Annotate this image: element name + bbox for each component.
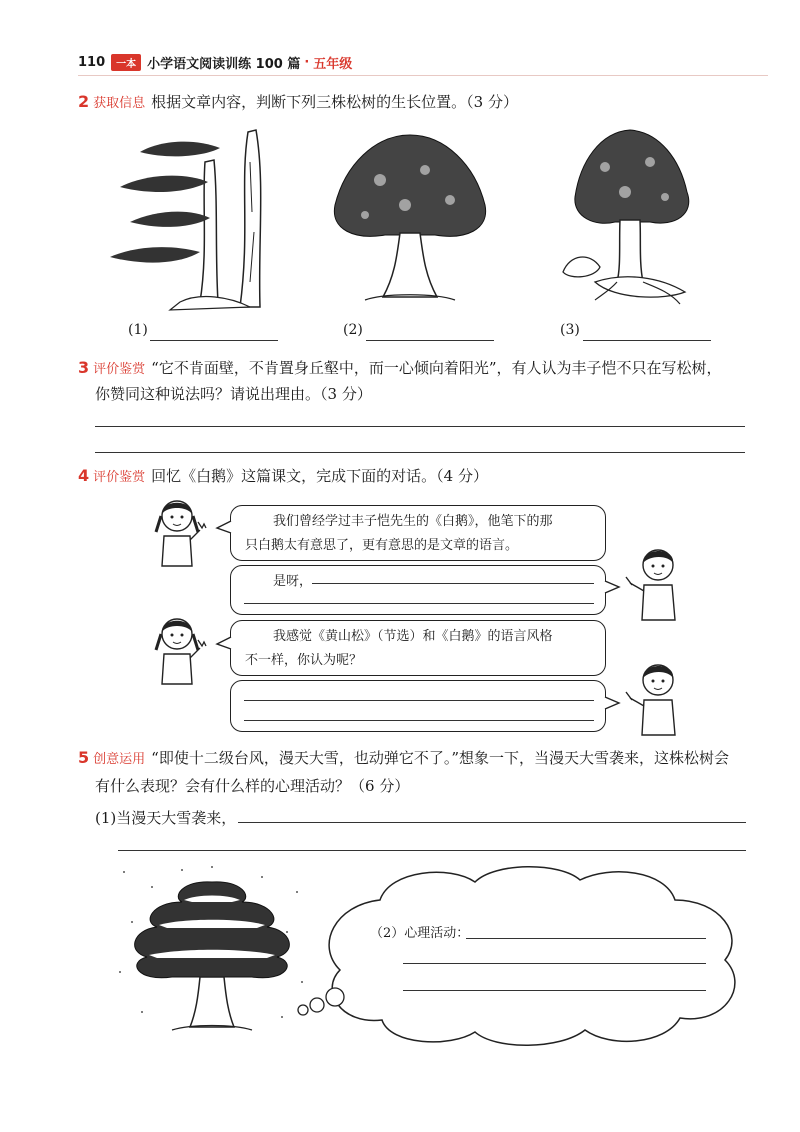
thought-cloud: [290, 860, 752, 1050]
question-5-line2: 有什么表现？会有什么样的心理活动？（6 分）: [95, 777, 410, 795]
bubble-prefix: 是呀，: [273, 574, 313, 589]
answer-line[interactable]: [244, 720, 594, 721]
blank-3-line[interactable]: [583, 340, 711, 341]
question-tag: 创意运用: [93, 752, 146, 767]
valley-pine-illustration: [325, 125, 495, 310]
bubble-line: 不一样，你认为呢？: [245, 653, 363, 668]
answer-line[interactable]: [403, 963, 706, 964]
question-number: 5: [78, 748, 90, 767]
boy-figure-icon: [620, 660, 685, 740]
answer-line[interactable]: [312, 583, 594, 584]
blank-3-label: (3): [560, 322, 580, 338]
sub-question-1: (1)当漫天大雪袭来，: [95, 809, 237, 827]
snowy-pine-illustration: [112, 862, 312, 1037]
bubble-tail: [216, 636, 232, 650]
bubble-line: 只白鹅太有意思了，更有意思的是文章的语言。: [245, 538, 519, 553]
question-number: 2: [78, 92, 90, 111]
sub-question-2: （2）心理活动：: [370, 926, 470, 941]
bubble-line: 我们曾经学过丰子恺先生的《白鹅》，他笔下的那: [273, 514, 553, 529]
page-header: [78, 52, 352, 72]
answer-line[interactable]: [244, 700, 594, 701]
question-2: [78, 88, 518, 118]
dialogue-bubble-boy-2: [230, 680, 606, 732]
answer-line[interactable]: [466, 938, 706, 939]
question-4: [78, 462, 488, 492]
dialogue-bubble-girl-1: [230, 505, 606, 561]
answer-line[interactable]: [238, 822, 746, 823]
dialogue-bubble-girl-2: [230, 620, 606, 676]
bubble-tail: [604, 580, 620, 594]
blank-2-label: (2): [343, 322, 363, 338]
page-number: 110: [78, 54, 106, 70]
grade-label: 五年级: [313, 56, 353, 72]
question-text: 回忆《白鹅》这篇课文，完成下面的对话。（4 分）: [151, 467, 488, 485]
girl-figure-icon: [152, 494, 212, 574]
question-tag: 评价鉴赏: [93, 470, 146, 485]
bubble-line: 我感觉《黄山松》（节选）和《白鹅》的语言风格: [273, 629, 553, 644]
dialogue-bubble-boy-1: [230, 565, 606, 615]
question-text: 根据文章内容，判断下列三株松树的生长位置。（3 分）: [151, 93, 518, 111]
rock-pine-illustration: [555, 122, 705, 307]
question-number: 3: [78, 358, 90, 377]
book-title: 小学语文阅读训练 100 篇: [147, 56, 301, 72]
answer-line[interactable]: [95, 452, 745, 453]
question-text-line1: “即使十二级台风，漫天大雪，也动弹它不了。”想象一下，当漫天大雪袭来，这株松树会: [151, 749, 729, 767]
question-number: 4: [78, 466, 90, 485]
boy-figure-icon: [620, 545, 685, 625]
header-separator: ·: [304, 54, 310, 70]
header-divider: [78, 75, 768, 76]
cliff-pine-illustration: [100, 122, 270, 312]
answer-line[interactable]: [95, 426, 745, 427]
brand-badge: 一本: [111, 54, 141, 71]
question-5: [78, 744, 729, 774]
blank-1-line[interactable]: [150, 340, 278, 341]
blank-2-line[interactable]: [366, 340, 494, 341]
question-3-line2: 你赞同这种说法吗？请说出理由。（3 分）: [95, 385, 372, 403]
answer-line[interactable]: [118, 850, 746, 851]
question-tag: 评价鉴赏: [93, 362, 146, 377]
bubble-tail: [604, 696, 620, 710]
answer-line[interactable]: [244, 603, 594, 604]
girl-figure-icon: [152, 612, 212, 692]
blank-1-label: (1): [128, 322, 148, 338]
answer-line[interactable]: [403, 990, 706, 991]
bubble-tail: [216, 520, 232, 534]
question-tag: 获取信息: [93, 96, 146, 111]
question-text-line1: “它不肯面壁，不肯置身丘壑中，而一心倾向着阳光”，有人认为丰子恺不只在写松树，: [151, 359, 722, 377]
